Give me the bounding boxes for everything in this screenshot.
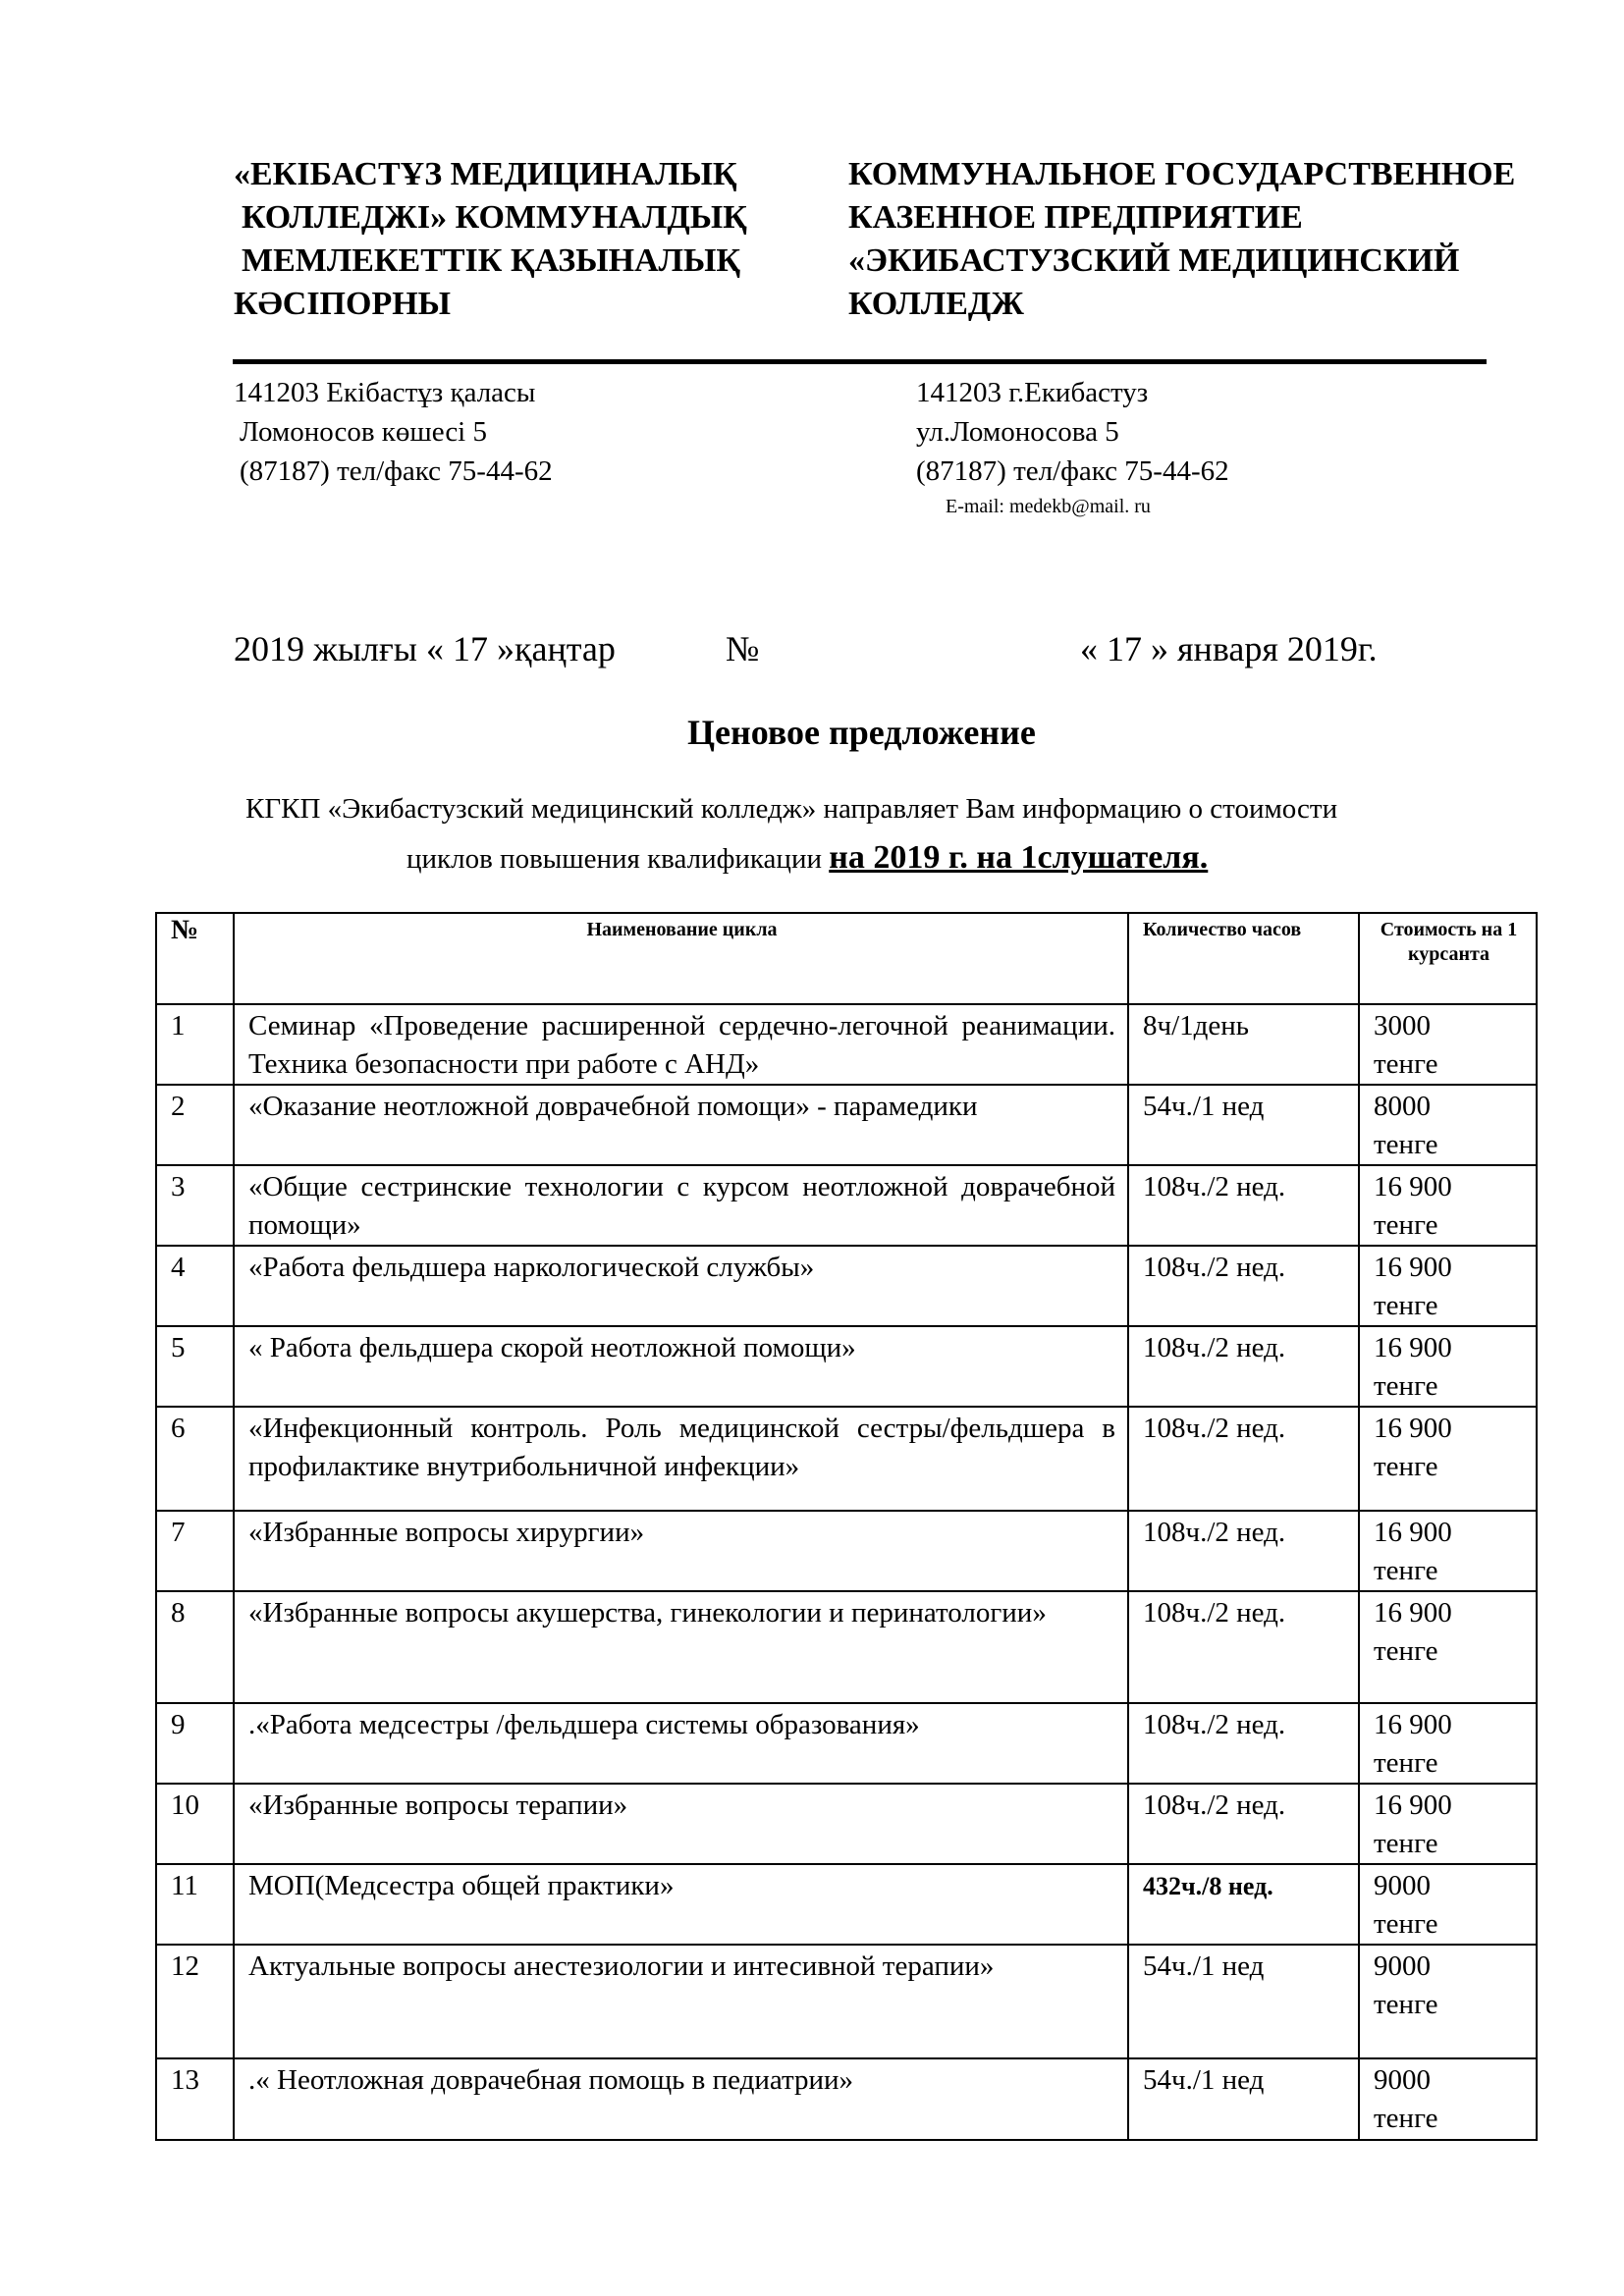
cycle-cost	[1359, 1165, 1537, 1246]
cost-unit: тенге	[1374, 1908, 1438, 1940]
cycle-name: Семинар «Проведение расширенной сердечно-легочной реанимации. Техника безопасности при работе с АНД»	[234, 1004, 1128, 1085]
cost-amount: 16 900	[1374, 1332, 1452, 1363]
cycle-hours: 108ч./2 нед.	[1128, 1591, 1359, 1703]
row-number: 4	[156, 1246, 234, 1326]
column-header-name: Наименование цикла	[234, 913, 1128, 1004]
cycle-cost	[1359, 1864, 1537, 1945]
email: E-mail: medekb@mail. ru	[946, 496, 1151, 517]
row-number: 8	[156, 1591, 234, 1703]
column-header-hours: Количество часов	[1128, 913, 1359, 1004]
cost-amount: 9000	[1374, 1950, 1431, 1982]
header-kz-line: МЕМЛЕКЕТТІК ҚАЗЫНАЛЫҚ	[242, 242, 741, 279]
header-kz	[234, 153, 747, 326]
table-row	[156, 1945, 1537, 2058]
row-number: 10	[156, 1784, 234, 1864]
column-header-cost: Стоимость на 1 курсанта	[1359, 913, 1537, 1004]
cost-unit: тенге	[1374, 1747, 1438, 1779]
cost-amount: 8000	[1374, 1091, 1431, 1122]
cost-amount: 16 900	[1374, 1171, 1452, 1202]
intro-line-2	[406, 839, 1208, 877]
price-table	[155, 912, 1538, 2141]
table-row	[156, 1511, 1537, 1591]
cycle-name: «Избранные вопросы терапии»	[234, 1784, 1128, 1864]
cycle-hours: 108ч./2 нед.	[1128, 1511, 1359, 1591]
cost-unit: тенге	[1374, 1290, 1438, 1321]
header-divider	[233, 359, 1487, 364]
row-number: 1	[156, 1004, 234, 1085]
cycle-cost	[1359, 1085, 1537, 1165]
cycle-cost	[1359, 1784, 1537, 1864]
table-row	[156, 1591, 1537, 1703]
cost-unit: тенге	[1374, 1370, 1438, 1402]
row-number: 6	[156, 1407, 234, 1511]
cycle-name: «Общие сестринские технологии с курсом неотложной доврачебной помощи»	[234, 1165, 1128, 1246]
address-ru-line: ул.Ломоносова 5	[916, 416, 1119, 448]
table-row	[156, 1004, 1537, 1085]
table-row	[156, 1703, 1537, 1784]
address-kz	[234, 373, 553, 491]
cost-amount: 16 900	[1374, 1709, 1452, 1740]
date-ru: « 17 » января 2019г.	[1080, 629, 1378, 668]
cost-amount: 16 900	[1374, 1413, 1452, 1444]
header-ru-line: КАЗЕННОЕ ПРЕДПРИЯТИЕ	[848, 199, 1303, 236]
header-ru-line: КОЛЛЕДЖ	[848, 286, 1024, 322]
intro-line-1: КГКП «Экибастузский медицинский колледж» направляет Вам информацию о стоимости	[245, 793, 1338, 825]
cycle-name: «Избранные вопросы хирургии»	[234, 1511, 1128, 1591]
header-kz-line: КӘСІПОРНЫ	[234, 286, 452, 322]
cycle-hours: 54ч./1 нед	[1128, 2058, 1359, 2140]
cycle-hours: 108ч./2 нед.	[1128, 1326, 1359, 1407]
cycle-hours: 108ч./2 нед.	[1128, 1407, 1359, 1511]
number-sign: №	[726, 629, 760, 668]
cost-unit: тенге	[1374, 1989, 1438, 2020]
row-number: 11	[156, 1864, 234, 1945]
table-row	[156, 1246, 1537, 1326]
address-kz-line: Ломоносов көшесі 5	[240, 416, 487, 448]
cycle-cost	[1359, 1511, 1537, 1591]
cycle-cost	[1359, 1004, 1537, 1085]
row-number: 2	[156, 1085, 234, 1165]
cycle-cost	[1359, 1945, 1537, 2058]
cycle-name: « Работа фельдшера скорой неотложной помощи»	[234, 1326, 1128, 1407]
cost-amount: 16 900	[1374, 1517, 1452, 1548]
cycle-hours: 108ч./2 нед.	[1128, 1784, 1359, 1864]
cost-amount: 3000	[1374, 1010, 1431, 1041]
cycle-cost	[1359, 1591, 1537, 1703]
cycle-cost	[1359, 1703, 1537, 1784]
row-number: 7	[156, 1511, 234, 1591]
cycle-cost	[1359, 1326, 1537, 1407]
cycle-hours: 54ч./1 нед	[1128, 1085, 1359, 1165]
cycle-cost	[1359, 1407, 1537, 1511]
cost-unit: тенге	[1374, 1635, 1438, 1667]
table-row	[156, 2058, 1537, 2140]
intro-text: циклов повышения квалификации	[406, 843, 830, 875]
cycle-name: .« Неотложная доврачебная помощь в педиатрии»	[234, 2058, 1128, 2140]
row-number: 9	[156, 1703, 234, 1784]
table-header-row	[156, 913, 1537, 1004]
intro-emphasis: на 2019 г. на 1слушателя.	[829, 839, 1209, 876]
table-row	[156, 1085, 1537, 1165]
cycle-hours: 108ч./2 нед.	[1128, 1165, 1359, 1246]
cost-amount: 16 900	[1374, 1597, 1452, 1629]
header-kz-line: КОЛЛЕДЖІ» КОММУНАЛДЫҚ	[242, 199, 747, 236]
cost-amount: 16 900	[1374, 1252, 1452, 1283]
row-number: 12	[156, 1945, 234, 2058]
cycle-name: «Избранные вопросы акушерства, гинекологии и перинатологии»	[234, 1591, 1128, 1703]
column-header-num: №	[156, 913, 234, 1004]
cost-unit: тенге	[1374, 1555, 1438, 1586]
cycle-name: «Инфекционный контроль. Роль медицинской сестры/фельдшера в профилактике внутрибольничной инфекции»	[234, 1407, 1128, 1511]
row-number: 13	[156, 2058, 234, 2140]
address-ru-line: (87187) тел/факс 75-44-62	[916, 455, 1229, 487]
cost-unit: тенге	[1374, 1209, 1438, 1241]
address-kz-line: 141203 Екібастұз қаласы	[234, 377, 536, 408]
cost-amount: 9000	[1374, 1870, 1431, 1901]
cycle-hours: 8ч/1день	[1128, 1004, 1359, 1085]
header-kz-line: «ЕКІБАСТҰЗ МЕДИЦИНАЛЫҚ	[234, 156, 737, 192]
table-row	[156, 1784, 1537, 1864]
page-title: Ценовое предложение	[687, 713, 1036, 752]
cycle-name: МОП(Медсестра общей практики»	[234, 1864, 1128, 1945]
row-number: 3	[156, 1165, 234, 1246]
cost-amount: 9000	[1374, 2064, 1431, 2096]
table-row	[156, 1407, 1537, 1511]
date-kz: 2019 жылғы « 17 »қаңтар	[234, 629, 616, 668]
cost-unit: тенге	[1374, 1048, 1438, 1080]
cost-unit: тенге	[1374, 1828, 1438, 1859]
header-ru-line: КОММУНАЛЬНОЕ ГОСУДАРСТВЕННОЕ	[848, 156, 1516, 192]
cost-amount: 16 900	[1374, 1789, 1452, 1821]
cycle-cost	[1359, 2058, 1537, 2140]
cycle-cost	[1359, 1246, 1537, 1326]
cost-unit: тенге	[1374, 2103, 1438, 2134]
cycle-hours: 54ч./1 нед	[1128, 1945, 1359, 2058]
row-number: 5	[156, 1326, 234, 1407]
cycle-hours: 432ч./8 нед.	[1128, 1864, 1359, 1945]
address-ru-line: 141203 г.Екибастуз	[916, 377, 1149, 408]
cycle-hours: 108ч./2 нед.	[1128, 1246, 1359, 1326]
cycle-hours: 108ч./2 нед.	[1128, 1703, 1359, 1784]
address-kz-line: (87187) тел/факс 75-44-62	[240, 455, 553, 487]
cycle-name: .«Работа медсестры /фельдшера системы образования»	[234, 1703, 1128, 1784]
table-row	[156, 1165, 1537, 1246]
cost-unit: тенге	[1374, 1129, 1438, 1160]
address-ru	[916, 373, 1229, 491]
table-row	[156, 1864, 1537, 1945]
cycle-name: «Оказание неотложной доврачебной помощи» - парамедики	[234, 1085, 1128, 1165]
cycle-name: «Работа фельдшера наркологической службы»	[234, 1246, 1128, 1326]
cost-unit: тенге	[1374, 1451, 1438, 1482]
table-row	[156, 1326, 1537, 1407]
header-ru	[848, 153, 1515, 326]
header-ru-line: «ЭКИБАСТУЗСКИЙ МЕДИЦИНСКИЙ	[848, 242, 1460, 279]
cycle-name: Актуальные вопросы анестезиологии и интесивной терапии»	[234, 1945, 1128, 2058]
